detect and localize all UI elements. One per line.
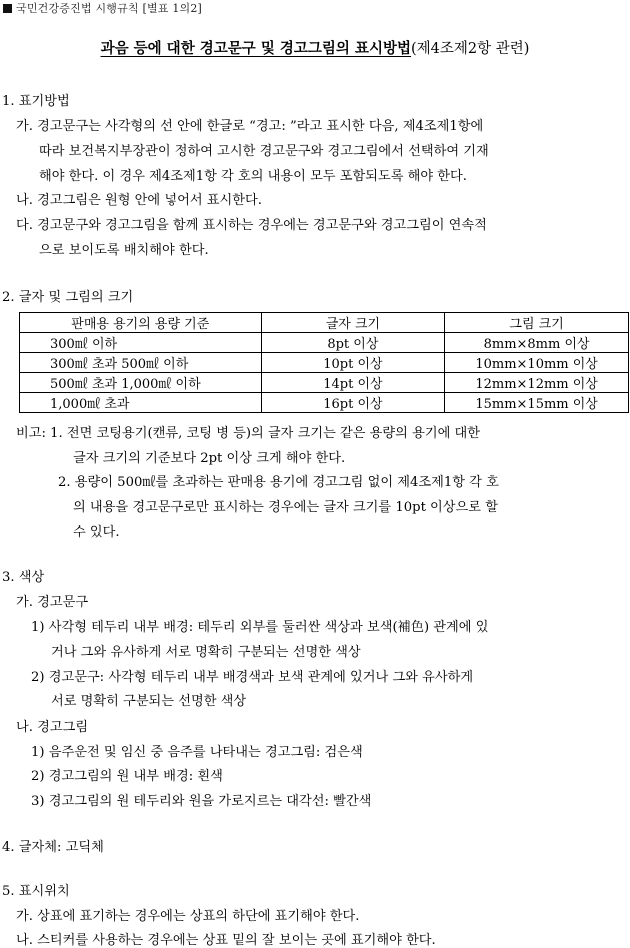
table-cell: 1,000㎖ 초과 bbox=[20, 393, 262, 413]
s2-note-2-line2: 의 내용을 경고문구로만 표시하는 경우에는 글자 크기를 10pt 이상으로 할 bbox=[73, 500, 498, 515]
square-bullet-icon bbox=[3, 4, 12, 13]
table-cell: 16pt 이상 bbox=[261, 393, 445, 413]
s1-item-a-line1: 가. 경고문구는 사각형의 선 안에 한글로 “경고: ”라고 표시한 다음, 제4조제1항에 bbox=[16, 119, 484, 134]
s2-note-1-line1: 비고: 1. 전면 코팅용기(캔류, 코팅 병 등)의 글자 크기는 같은 용량의 용기에 대한 bbox=[16, 426, 480, 441]
s3-b1: 1) 음주운전 및 임신 중 음주를 나타내는 경고그림: 검은색 bbox=[31, 745, 363, 760]
s2-note-1-line2: 글자 크기의 기준보다 2pt 이상 크게 해야 한다. bbox=[73, 451, 346, 466]
s3-b3: 3) 경고그림의 원 테두리와 원을 가로지르는 대각선: 빨간색 bbox=[31, 794, 372, 809]
s1-item-c-line1: 다. 경고문구와 경고그림을 함께 표시하는 경우에는 경고문구와 경고그림이 연속적 bbox=[16, 218, 487, 233]
document-header bbox=[3, 0, 202, 16]
s3-a2-line2: 서로 명확히 구분되는 선명한 색상 bbox=[51, 694, 247, 709]
size-table bbox=[19, 312, 629, 413]
table-header-cell: 그림 크기 bbox=[445, 313, 629, 333]
s3-a1-line1: 1) 사각형 테두리 내부 배경: 테두리 외부를 둘러싼 색상과 보색(補色) 관계에 있 bbox=[31, 620, 489, 635]
s3-item-b: 나. 경고그림 bbox=[16, 720, 89, 735]
s5-item-a: 가. 상표에 표기하는 경우에는 상표의 하단에 표기해야 한다. bbox=[16, 909, 360, 924]
s3-a1-line2: 거나 그와 유사하게 서로 명확히 구분되는 선명한 색상 bbox=[51, 645, 361, 660]
s3-item-a: 가. 경고문구 bbox=[16, 595, 89, 610]
table-cell: 300㎖ 초과 500㎖ 이하 bbox=[20, 353, 262, 373]
table-header-cell: 판매용 용기의 용량 기준 bbox=[20, 313, 262, 333]
table-cell: 8pt 이상 bbox=[261, 333, 445, 353]
s3-b2: 2) 경고그림의 원 내부 배경: 흰색 bbox=[31, 769, 223, 784]
s1-item-a-line2: 따라 보건복지부장관이 정하여 고시한 경고문구와 경고그림에서 선택하여 기재 bbox=[39, 144, 489, 159]
section-5-heading: 5. 표시위치 bbox=[2, 884, 70, 899]
s1-item-b: 나. 경고그림은 원형 안에 넣어서 표시한다. bbox=[16, 193, 262, 208]
s2-note-2-line1: 2. 용량이 500㎖를 초과하는 판매용 용기에 경고그림 없이 제4조제1항 각 호 bbox=[58, 475, 499, 490]
section-2-heading: 2. 글자 및 그림의 크기 bbox=[2, 290, 134, 305]
s1-item-c-line2: 으로 보이도록 배치해야 한다. bbox=[39, 243, 209, 258]
s3-a2-line1: 2) 경고문구: 사각형 테두리 내부 배경색과 보색 관계에 있거나 그와 유사하게 bbox=[31, 670, 474, 685]
header-text: 국민건강증진법 시행규칙 [별표 1의2] bbox=[16, 2, 203, 15]
table-cell: 300㎖ 이하 bbox=[20, 333, 262, 353]
table-cell: 10mm×10mm 이상 bbox=[445, 353, 629, 373]
s1-item-a-line3: 해야 한다. 이 경우 제4조제1항 각 호의 내용이 모두 포함되도록 해야 한다. bbox=[39, 169, 467, 184]
table-header-cell: 글자 크기 bbox=[261, 313, 445, 333]
table-cell: 15mm×15mm 이상 bbox=[445, 393, 629, 413]
table-cell: 10pt 이상 bbox=[261, 353, 445, 373]
s2-note-2-line3: 수 있다. bbox=[73, 525, 120, 540]
table-cell: 500㎖ 초과 1,000㎖ 이하 bbox=[20, 373, 262, 393]
title-sub: (제4조제2항 관련) bbox=[411, 41, 530, 57]
table-row bbox=[20, 393, 629, 413]
title-main: 과음 등에 대한 경고문구 및 경고그림의 표시방법 bbox=[100, 40, 411, 57]
section-4-heading: 4. 글자체: 고딕체 bbox=[2, 840, 104, 855]
section-1-heading: 1. 표기방법 bbox=[2, 94, 70, 109]
table-cell: 8mm×8mm 이상 bbox=[445, 333, 629, 353]
table-row bbox=[20, 333, 629, 353]
table-row bbox=[20, 373, 629, 393]
table-row bbox=[20, 353, 629, 373]
s5-item-b: 나. 스티커를 사용하는 경우에는 상표 밑의 잘 보이는 곳에 표기해야 한다. bbox=[16, 933, 436, 948]
section-3-heading: 3. 색상 bbox=[2, 570, 45, 585]
table-header-row bbox=[20, 313, 629, 333]
table-cell: 12mm×12mm 이상 bbox=[445, 373, 629, 393]
table-cell: 14pt 이상 bbox=[261, 373, 445, 393]
document-title bbox=[0, 37, 630, 58]
